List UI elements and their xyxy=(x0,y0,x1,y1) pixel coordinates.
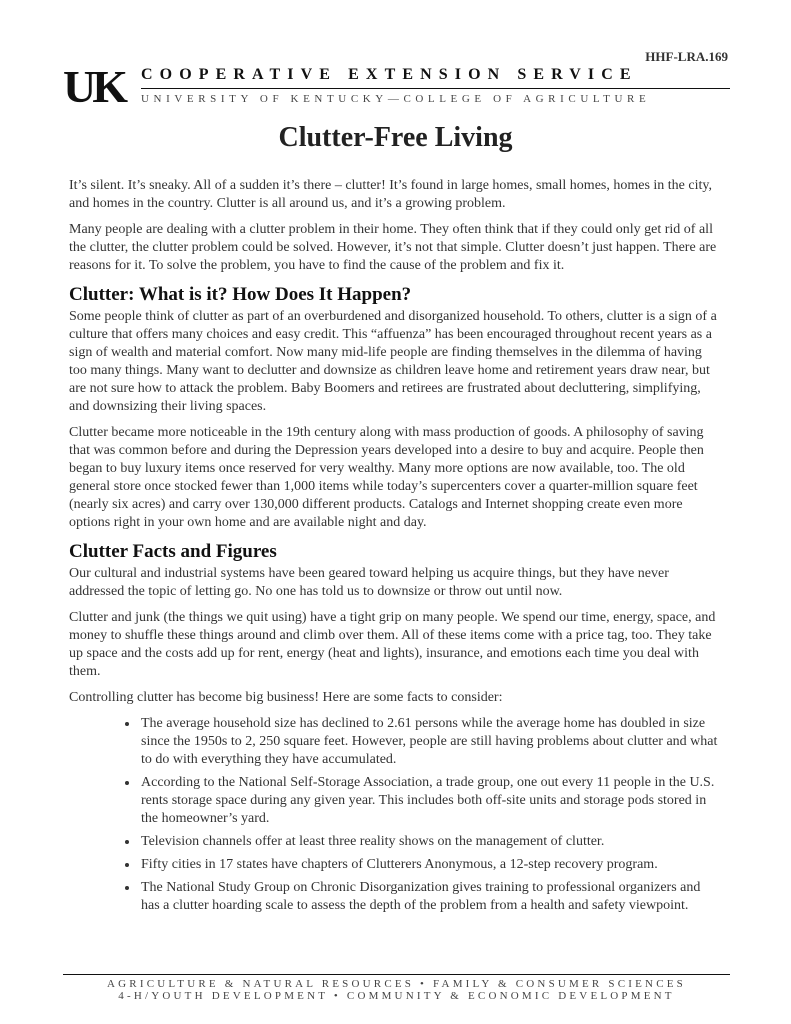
body-paragraph: Some people think of clutter as part of an overburdened and disorganized household. To others, clutter is a sign of a culture that offers many choices and easy credit. This “affuenza” has been encouraged throughout recent years as a sign of wealth and material comfort. Now many mid-life people are finding themselves in the dilemma of having too many things. Many want to declutter and downsize as children leave home and retirement years draw near, but are not sure how to attack the problem. Baby Boomers and retirees are frustrated about decluttering, simplifying, and downsizing their living spaces. xyxy=(69,309,717,414)
body-paragraph: Clutter and junk (the things we quit using) have a tight grip on many people. We spend our time, energy, space, and money to shuffle these things around and climb over them. All of these items come with a price tag, too. They take up space and the costs add up for rent, energy (heat and lights), insurance, and emotions each time you deal with them. xyxy=(69,610,716,679)
list-item: • Television channels offer at least three reality shows on the management of clutter. xyxy=(139,833,721,851)
masthead xyxy=(63,61,730,112)
body-paragraph: Clutter became more noticeable in the 19th century along with mass production of goods. A philosophy of saving that was common before and during the Depression years developed into a desire to buy and acquire. People then began to buy luxury items once reserved for very wealthy. Many more options are now available, too. The old general store once stocked fewer than 1,000 items while today’s supercenters cover a quarter-million square feet (nearly six acres) and carry over 130,000 different products. Catalogs and Internet shopping create even more options right in your own home and are available night and day. xyxy=(69,425,704,530)
footer-line: AGRICULTURE & NATURAL RESOURCES • FAMILY & CONSUMER SCIENCES xyxy=(107,978,686,990)
intro-paragraph: Many people are dealing with a clutter problem in their home. They often think that if they could only get rid of all the clutter, the clutter problem could be solved. However, it’s not that simple. Clutter doesn’t just happen. There are reasons for it. To solve the problem, you have to find the cause of the problem and fix it. xyxy=(69,222,717,273)
intro-paragraph: It’s silent. It’s sneaky. All of a sudden it’s there – clutter! It’s found in large homes, small homes, homes in the city, and homes in the country. Clutter is all around us, and it’s a growing problem. xyxy=(69,178,712,211)
list-item: • According to the National Self-Storage Association, a trade group, one out every 11 people in the U.S. rents storage space during any given year. This includes both off-site units and storage pods stored in the homeowner’s yard. xyxy=(139,774,721,828)
footer-divider xyxy=(63,974,730,975)
section-heading: Clutter: What is it? How Does It Happen? xyxy=(69,284,412,305)
page-title: Clutter-Free Living xyxy=(278,122,513,153)
masthead-divider xyxy=(141,88,730,89)
list-item: • Fifty cities in 17 states have chapters of Clutterers Anonymous, a 12-step recovery program. xyxy=(139,856,721,874)
list-item: • The National Study Group on Chronic Disorganization gives training to professional organizers and has a clutter hoarding scale to assess the depth of the problem from a health and safety viewpoint. xyxy=(139,879,721,915)
footer xyxy=(63,974,730,1002)
document-code: HHF-LRA.169 xyxy=(645,49,728,64)
list-item: • The average household size has declined to 2.61 persons while the average home has doubled in size since the 1950s to 2, 250 square feet. However, people are still having problems about clutter and what to do with everything they have accumulated. xyxy=(139,715,721,769)
facts-list xyxy=(69,715,721,915)
footer-line: 4-H/YOUTH DEVELOPMENT • COMMUNITY & ECONOMIC DEVELOPMENT xyxy=(118,990,675,1002)
university-line: UNIVERSITY OF KENTUCKY—COLLEGE OF AGRICULTURE xyxy=(141,93,651,105)
document-body xyxy=(69,177,721,920)
section-heading: Clutter Facts and Figures xyxy=(69,541,277,562)
uk-logo: UK xyxy=(63,61,124,112)
body-paragraph: Our cultural and industrial systems have been geared toward helping us acquire things, but they have never addressed the topic of letting go. No one has told us to downsize or throw out until now. xyxy=(69,566,669,599)
service-name: COOPERATIVE EXTENSION SERVICE xyxy=(141,66,638,83)
body-paragraph: Controlling clutter has become big business! Here are some facts to consider: xyxy=(69,690,503,705)
